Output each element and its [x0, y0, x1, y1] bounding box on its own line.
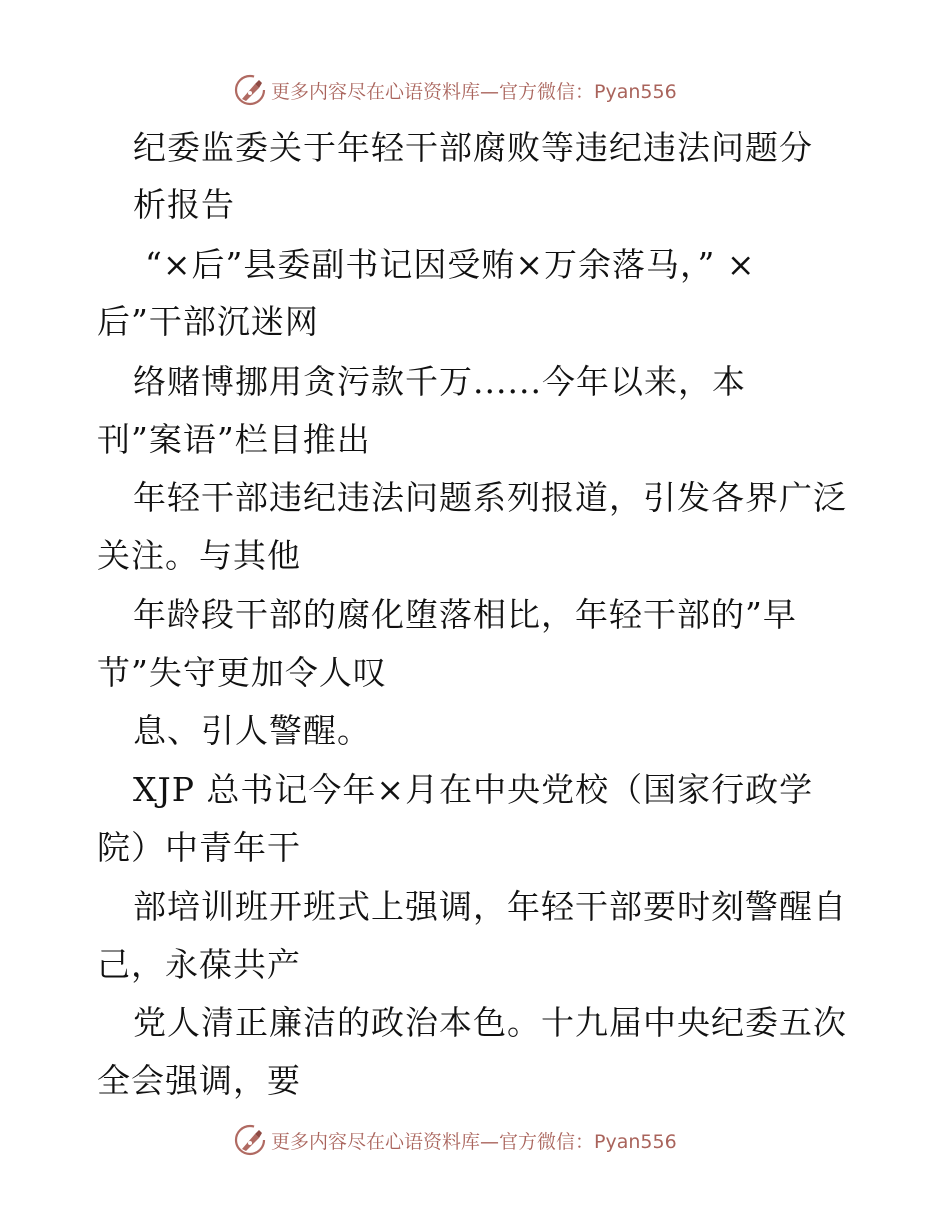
body-line: 年轻干部违纪违法问题系列报道，引发各界广泛: [133, 478, 847, 517]
body-line: 党人清正廉洁的政治本色。十九届中央纪委五次: [133, 1003, 847, 1042]
body-line: “×后”县委副书记因受贿×万余落马，” ×: [145, 245, 756, 284]
body-line: 己，永葆共产: [97, 945, 301, 984]
body-line: 关注。与其他: [97, 536, 301, 575]
document-title-line-1: 纪委监委关于年轻干部腐败等违纪违法问题分: [133, 128, 813, 167]
body-line: 后”干部沉迷网: [97, 302, 319, 341]
body-line: 络赌博挪用贪污款千万......今年以来，本: [133, 362, 746, 401]
body-line: 年龄段干部的腐化堕落相比，年轻干部的”早: [133, 595, 797, 634]
header-banner-text: 更多内容尽在心语资料库—官方微信：Pyan556: [271, 80, 677, 103]
pen-nib-logo-icon: [233, 1123, 267, 1157]
body-line: 节”失守更加令人叹: [97, 653, 387, 692]
body-line: 息、引人警醒。: [133, 711, 371, 750]
body-line: 院）中青年干: [97, 828, 301, 867]
body-line: XJP 总书记今年×月在中央党校（国家行政学: [133, 770, 814, 809]
header-banner: [233, 72, 677, 108]
document-title-line-2: 析报告: [133, 185, 235, 224]
pen-nib-logo-icon: [233, 73, 267, 107]
body-line: 刊”案语”栏目推出: [97, 420, 371, 459]
body-line: 全会强调，要: [97, 1061, 301, 1100]
footer-banner-text: 更多内容尽在心语资料库—官方微信：Pyan556: [271, 1130, 677, 1153]
body-line: 部培训班开班式上强调，年轻干部要时刻警醒自: [133, 887, 847, 926]
footer-banner: [233, 1122, 677, 1158]
